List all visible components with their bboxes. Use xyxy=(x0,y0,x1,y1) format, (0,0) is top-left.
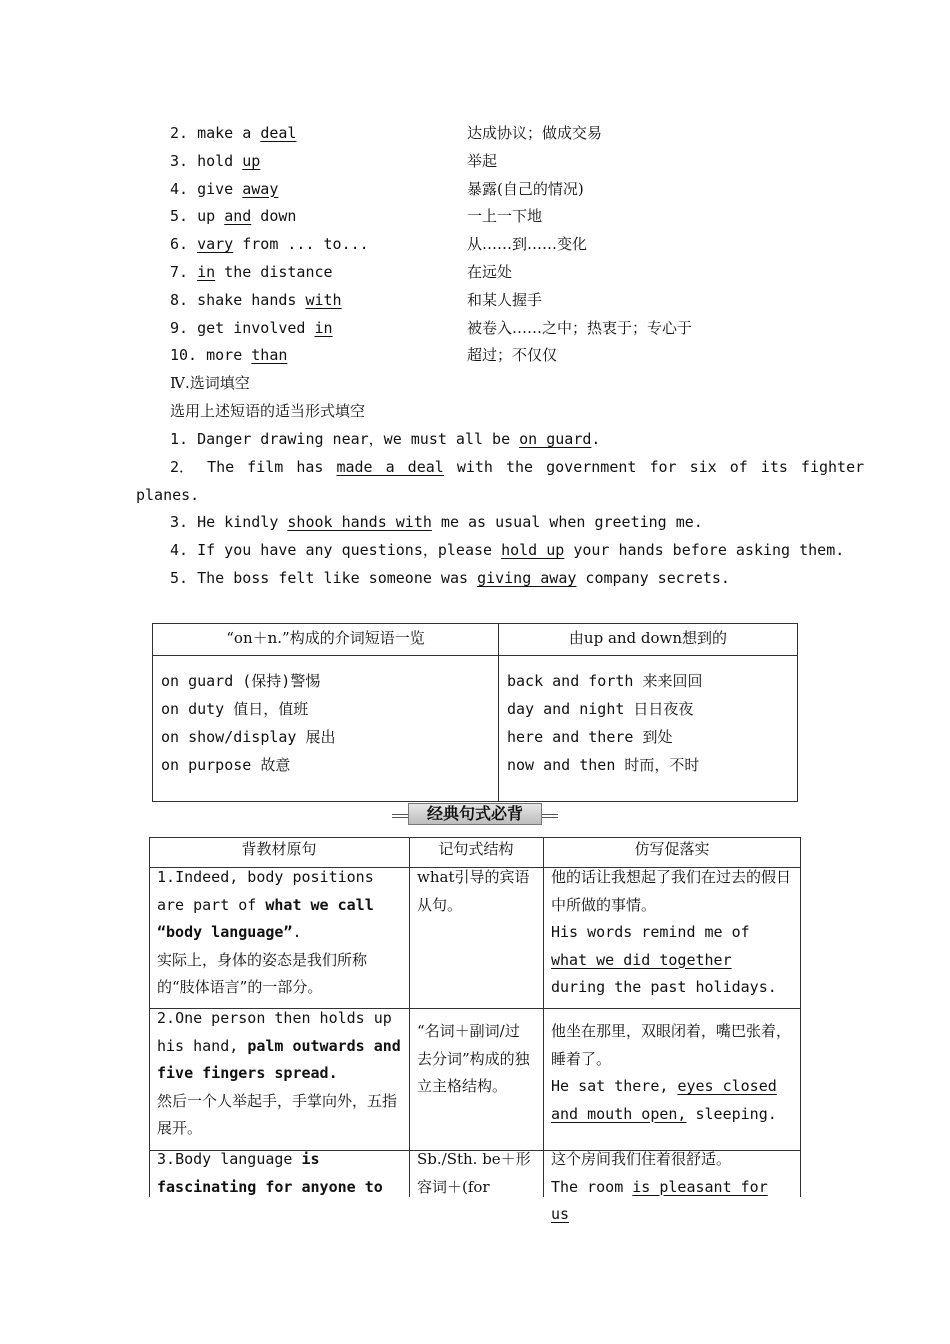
table-cell: on duty 值日，值班 xyxy=(161,700,309,718)
table-header-right: 由up and down想到的 xyxy=(568,629,728,647)
phrase-item: 10. more than xyxy=(170,346,288,365)
fill-sentence-2-cont: planes. xyxy=(136,486,200,504)
phrase-keyword: away xyxy=(242,179,279,198)
fill-sentence-5: 5. The boss felt like someone was giving away company secrets. xyxy=(170,569,730,587)
phrase-keyword: and xyxy=(224,207,252,226)
phrase-item: 6. vary from ... to... xyxy=(170,235,369,254)
fill-sentence-4: 4. If you have any questions，please hold up your hands before asking them. xyxy=(170,541,845,559)
col-header-2: 记句式结构 xyxy=(438,840,514,858)
row2-imitation: 他坐在那里，双眼闭着，嘴巴张着，睡着了。 He sat there, eyes closed and mouth open, sleeping. xyxy=(551,1022,792,1123)
row3-structure: Sb./Sth. be＋形容词＋(for xyxy=(417,1150,531,1196)
answer: hold up xyxy=(501,541,565,559)
phrase-keyword: deal xyxy=(260,124,297,142)
row2-structure: “名词＋副词/过去分词”构成的独立主格结构。 xyxy=(417,1022,530,1095)
fill-sentence-2: 2． The film has made a deal with the government for six of its fighter xyxy=(170,458,865,476)
phrase-item: 7. in the distance xyxy=(170,263,333,281)
phrase-keyword: than xyxy=(251,346,288,365)
section-instruction: 选用上述短语的适当形式填空 xyxy=(170,402,366,420)
table-cell: on guard (保持)警惕 xyxy=(161,672,321,690)
phrase-item: 4. give away xyxy=(170,179,279,198)
section-banner xyxy=(392,803,558,827)
row1-structure: what引导的宾语从句。 xyxy=(417,868,530,914)
col-header-3: 仿写促落实 xyxy=(634,840,710,858)
phrase-table xyxy=(152,623,798,802)
phrase-meaning: 从……到……变化 xyxy=(467,235,588,254)
row1-imitation: 他的话让我想起了我们在过去的假日中所做的事情。 His words remind me of what we did together during the past holidays. xyxy=(551,868,792,996)
section-heading: Ⅳ.选词填空 xyxy=(170,374,250,392)
table-cell: day and night 日日夜夜 xyxy=(507,700,694,718)
answer: shook hands with xyxy=(287,513,432,531)
phrase-item: 3. hold up xyxy=(170,151,261,170)
sentence-table xyxy=(149,837,801,1223)
phrase-meaning: 被卷入……之中；热衷于；专心于 xyxy=(467,318,693,337)
phrase-item: 5. up and down xyxy=(170,207,297,226)
phrase-keyword: in xyxy=(197,263,216,281)
phrase-meaning: 和某人握手 xyxy=(467,290,543,309)
phrase-meaning: 在远处 xyxy=(467,263,513,281)
table-cell: here and there 到处 xyxy=(507,728,673,746)
table-cell: on show/display 展出 xyxy=(161,728,336,746)
phrase-keyword: up xyxy=(242,151,261,170)
answer: on guard xyxy=(519,430,592,448)
phrase-meaning: 暴露(自己的情况) xyxy=(467,179,584,198)
table-cell: on purpose 故意 xyxy=(161,756,291,774)
table-header-left: “on＋n.”构成的介词短语一览 xyxy=(226,629,425,647)
answer: made a deal xyxy=(336,458,444,476)
table-cell: back and forth 来来回回 xyxy=(507,672,703,690)
fill-sentence-1: 1. Danger drawing near，we must all be on guard. xyxy=(170,430,601,448)
phrase-meaning: 一上一下地 xyxy=(467,207,543,226)
row2-source: 2.One person then holds up his hand, palm outwards and five fingers spread. 然后一个人举起手，手掌向外，五指展开。 xyxy=(157,1009,401,1137)
phrase-item: 8. shake hands with xyxy=(170,290,342,309)
row3-source: 3.Body language is fascinating for anyone to xyxy=(157,1150,383,1196)
phrase-keyword: in xyxy=(314,318,333,337)
fill-sentence-3: 3. He kindly shook hands with me as usual when greeting me. xyxy=(170,513,703,531)
phrase-keyword: vary xyxy=(197,235,234,254)
phrase-meaning: 举起 xyxy=(467,151,498,170)
col-header-1: 背教材原句 xyxy=(241,840,317,858)
banner-title: 经典句式必背 xyxy=(408,803,542,825)
phrase-keyword: with xyxy=(305,290,342,309)
table-cell: now and then 时而，不时 xyxy=(507,756,700,774)
row3-imitation: 这个房间我们住着很舒适。 The room is pleasant for us xyxy=(551,1150,768,1223)
phrase-item: 2. make a deal xyxy=(170,124,297,142)
answer: giving away xyxy=(477,569,577,587)
phrase-meaning: 达成协议；做成交易 xyxy=(467,124,603,142)
row1-source: 1.Indeed, body positions are part of what we call “body language”. 实际上，身体的姿态是我们所称的“肢体语言”的一部分。 xyxy=(157,868,374,996)
phrase-meaning: 超过；不仅仅 xyxy=(467,346,558,365)
phrase-item: 9. get involved in xyxy=(170,318,333,337)
